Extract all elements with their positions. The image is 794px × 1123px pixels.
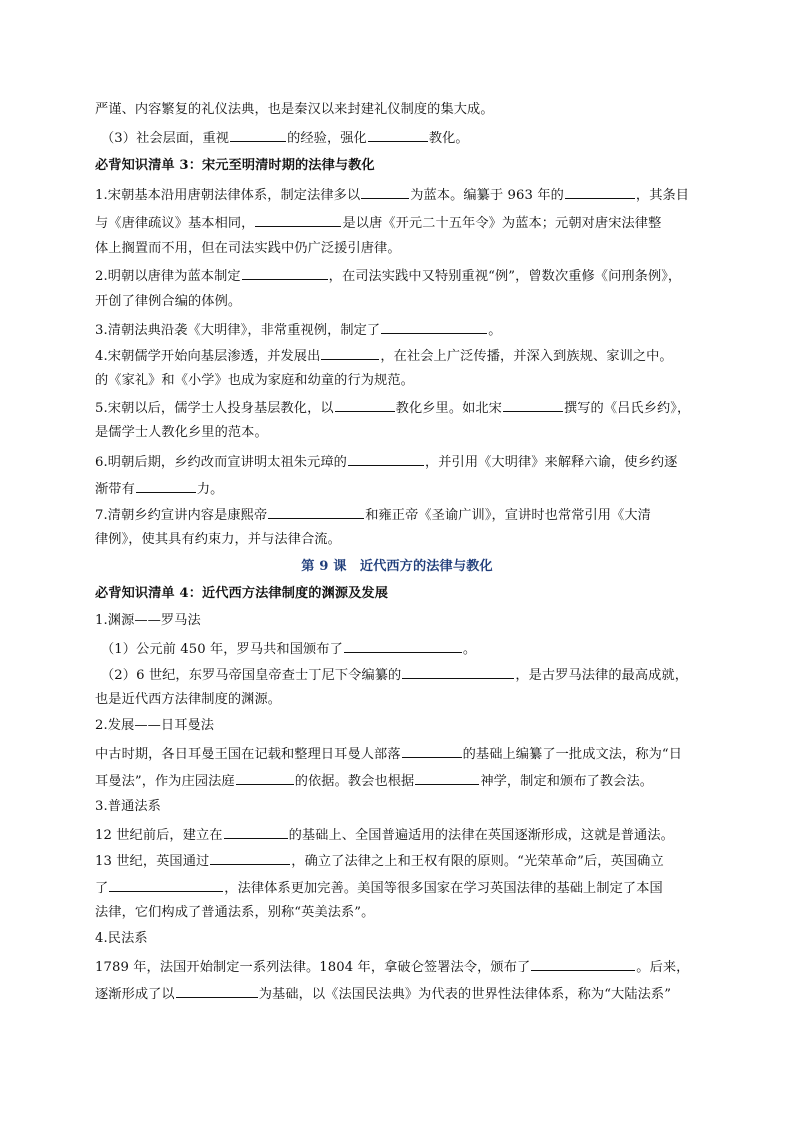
text-line: 的《家礼》和《小学》也成为家庭和幼童的行为规范。 (95, 373, 414, 388)
text-line: 渐带有 力。 (95, 479, 223, 499)
text-line: 4.民法系 (95, 931, 148, 946)
text-line: 3.清朝法典沿袭《大明律》，非常重视例，制定了 。 (95, 320, 502, 340)
text-line: 也是近代西方法律制度的渊源。 (95, 692, 282, 707)
text-line: 逐渐形成了以 为基础，以《法国民法典》为代表的世界性法律体系，称为“大陆法系” (95, 984, 671, 1004)
text-line: 是儒学士人教化乡里的范本。 (95, 425, 268, 440)
fill-blank[interactable] (255, 213, 341, 227)
fill-blank[interactable] (224, 825, 288, 839)
fill-blank[interactable] (368, 128, 428, 142)
fill-blank[interactable] (402, 744, 462, 758)
fill-blank[interactable] (565, 185, 635, 199)
fill-blank[interactable] (335, 398, 395, 412)
section-heading: 必背知识清单 3：宋元至明清时期的法律与教化 (95, 158, 375, 173)
text-line: 1.宋朝基本沿用唐朝法律体系，制定法律多以 为蓝本。编纂于 963 年的 ，其条目 (95, 185, 689, 205)
fill-blank[interactable] (402, 665, 514, 679)
fill-blank[interactable] (242, 266, 328, 280)
text-line: 了 ，法律体系更加完善。美国等很多国家在学习英国法律的基础上制定了本国 (95, 878, 663, 898)
text-line: （3）社会层面，重视 的经验，强化 教化。 (101, 128, 469, 148)
text-line: 13 世纪，英国通过 ，确立了法律之上和王权有限的原则。“光荣革命”后，英国确立 (95, 851, 664, 871)
text-line: 法律，它们构成了普通法系，别称“英美法系”。 (95, 905, 375, 920)
fill-blank[interactable] (348, 452, 424, 466)
text-line: （1）公元前 450 年，罗马共和国颁布了 。 (101, 639, 476, 659)
fill-blank[interactable] (236, 771, 294, 785)
text-line: 6.明朝后期，乡约改而宣讲明太祖朱元璋的 ，并引用《大明律》来解释六谕，使乡约逐 (95, 452, 677, 472)
fill-blank[interactable] (321, 346, 379, 360)
text-line: 开创了律例合编的体例。 (95, 294, 242, 309)
fill-blank[interactable] (210, 851, 290, 865)
lesson-title: 第 9 课 近代西方的法律与教化 (301, 559, 493, 574)
fill-blank[interactable] (136, 479, 196, 493)
fill-blank[interactable] (344, 639, 462, 653)
fill-blank[interactable] (503, 398, 563, 412)
fill-blank[interactable] (381, 320, 487, 334)
text-line: 耳曼法”，作为庄园法庭 的依据。教会也根据 神学，制定和颁布了教会法。 (95, 771, 653, 791)
text-line: 体上搁置而不用，但在司法实践中仍广泛援引唐律。 (95, 241, 401, 256)
text-line: 4.宋朝儒学开始向基层渗透，并发展出 ，在社会上广泛传播，并深入到族规、家训之中。 (95, 346, 673, 366)
text-line: 2.明朝以唐律为蓝本制定 ，在司法实践中又特别重视“例”，曾数次重修《问刑条例》， (95, 266, 681, 286)
fill-blank[interactable] (176, 984, 258, 998)
text-line: 中古时期，各日耳曼王国在记载和整理日耳曼人部落 的基础上编纂了一批成文法，称为“日 (95, 744, 682, 764)
fill-blank[interactable] (230, 128, 286, 142)
text-line: （2）6 世纪，东罗马帝国皇帝查士丁尼下令编纂的 ，是古罗马法律的最高成就， (101, 665, 688, 685)
text-line: 严谨、内容繁复的礼仪法典，也是秦汉以来封建礼仪制度的集大成。 (95, 102, 494, 117)
text-line: 1.渊源——罗马法 (95, 613, 201, 628)
text-line: 1789 年，法国开始制定一系列法律。1804 年，拿破仑签署法令，颁布了 。后来， (95, 957, 689, 977)
text-line: 与《唐律疏议》基本相同， 是以唐《开元二十五年令》为蓝本；元朝对唐宋法律整 (95, 213, 661, 233)
fill-blank[interactable] (361, 185, 409, 199)
text-line: 12 世纪前后，建立在 的基础上、全国普遍适用的法律在英国逐渐形成，这就是普通法。 (95, 825, 674, 845)
text-line: 7.清朝乡约宣讲内容是康熙帝 和雍正帝《圣谕广训》，宣讲时也常常引用《大清 (95, 505, 651, 525)
section-heading: 必背知识清单 4：近代西方法律制度的渊源及发展 (95, 586, 389, 601)
fill-blank[interactable] (531, 957, 635, 971)
text-line: 5.宋朝以后，儒学士人投身基层教化，以 教化乡里。如北宋 撰写的《吕氏乡约》， (95, 398, 690, 418)
fill-blank[interactable] (415, 771, 479, 785)
fill-blank[interactable] (109, 878, 223, 892)
text-line: 律例》，使其具有约束力，并与法律合流。 (95, 532, 341, 547)
text-line: 2.发展——日耳曼法 (95, 718, 215, 733)
text-line: 3.普通法系 (95, 799, 161, 814)
fill-blank[interactable] (268, 505, 364, 519)
